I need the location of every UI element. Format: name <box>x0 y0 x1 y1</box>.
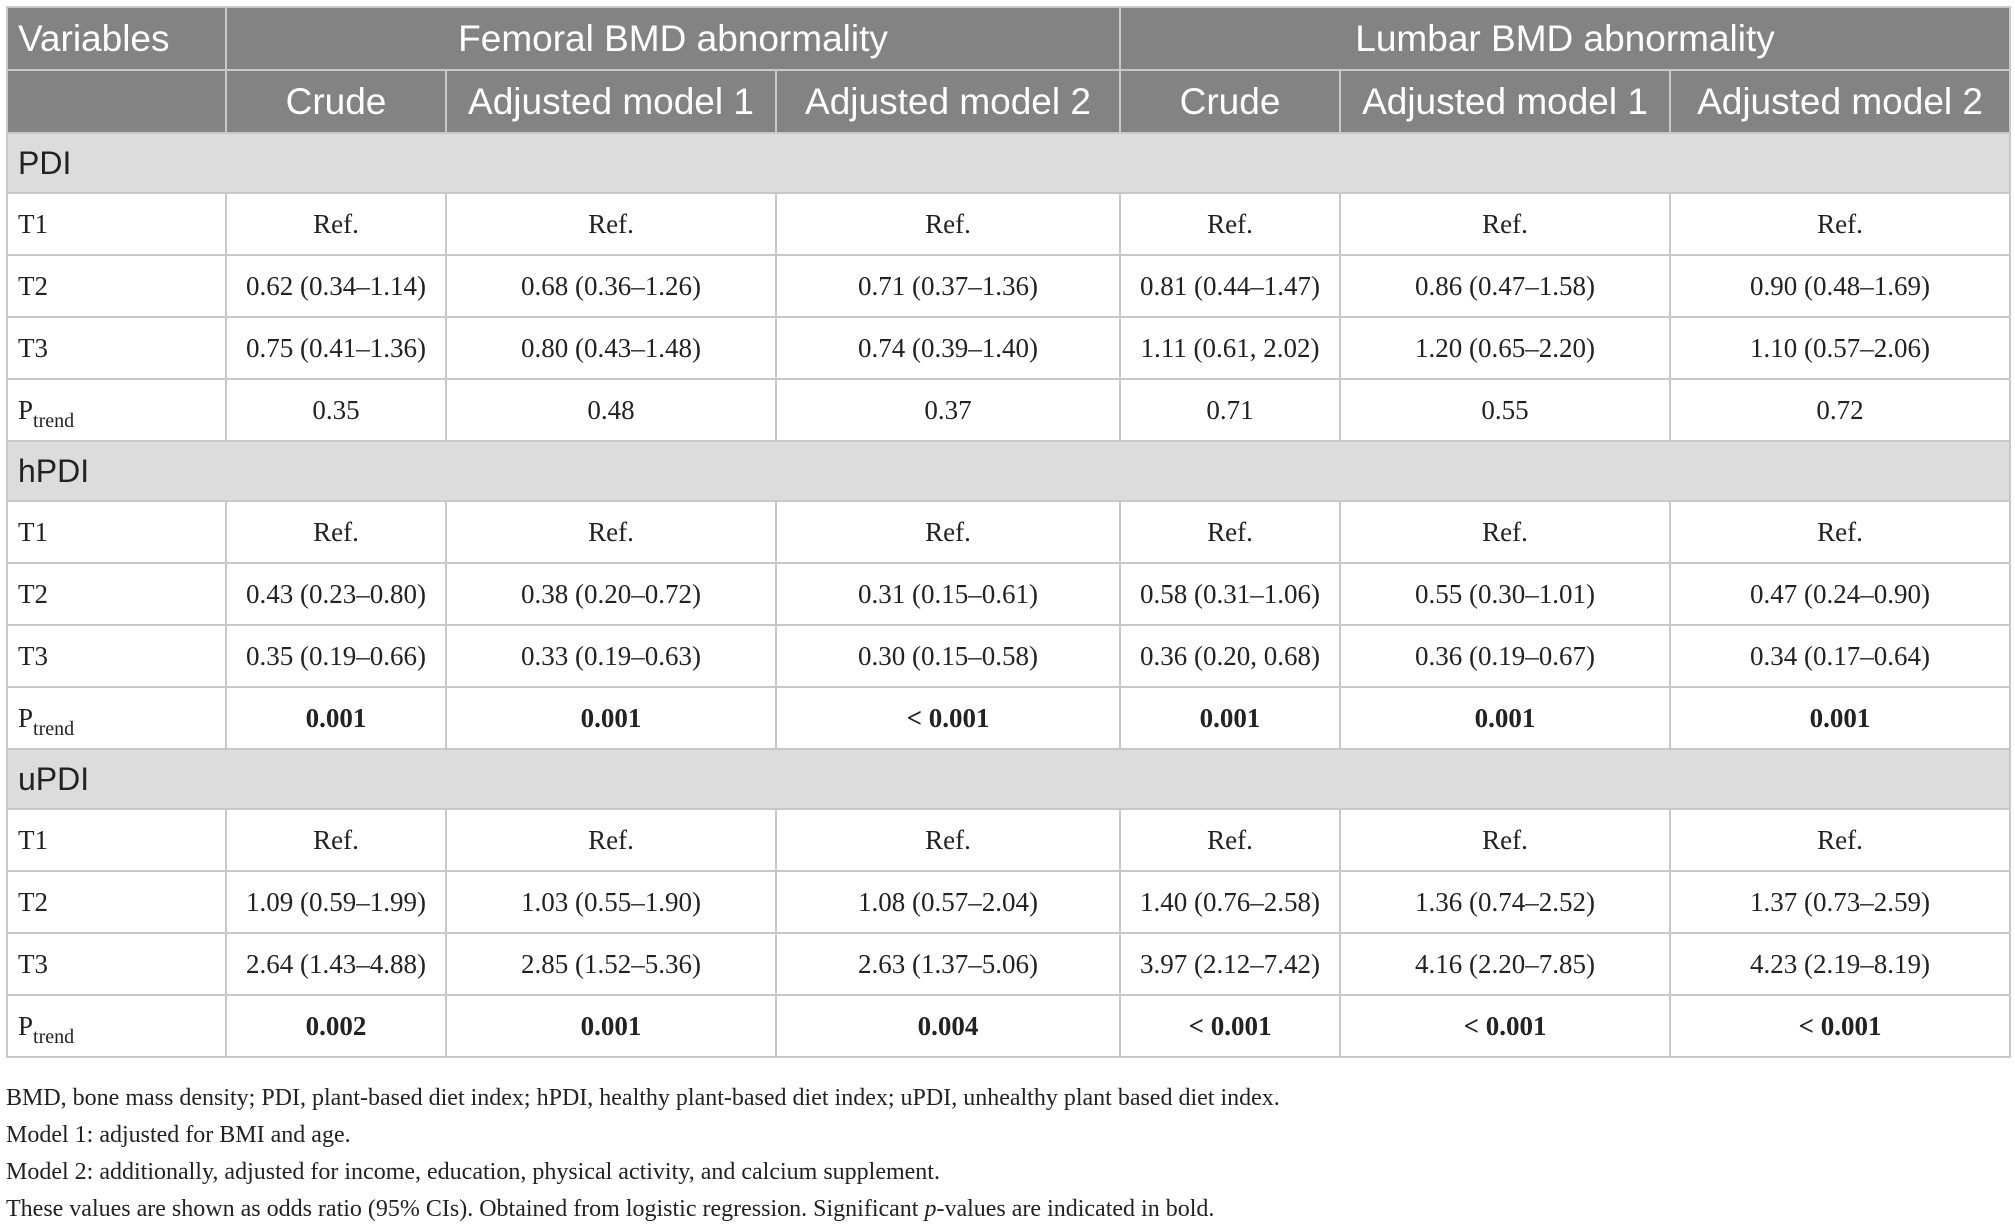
ptrend-label <box>7 379 226 441</box>
table-cell: 4.23 (2.19–8.19) <box>1670 933 2010 995</box>
ptrend-label-sub: trend <box>33 717 75 740</box>
table-cell: Ref. <box>776 501 1120 563</box>
table-cell: 0.001 <box>446 995 776 1057</box>
table-cell: 2.63 (1.37–5.06) <box>776 933 1120 995</box>
table-cell: 0.47 (0.24–0.90) <box>1670 563 2010 625</box>
table-cell: 2.64 (1.43–4.88) <box>226 933 446 995</box>
table-cell: Ref. <box>1670 501 2010 563</box>
table-cell: 0.31 (0.15–0.61) <box>776 563 1120 625</box>
table-cell: 0.001 <box>446 687 776 749</box>
group-row-pdi <box>7 133 2010 193</box>
table-cell: Ref. <box>1340 501 1670 563</box>
table-cell: 0.62 (0.34–1.14) <box>226 255 446 317</box>
footnote-model1: Model 1: adjusted for BMI and age. <box>6 1122 351 1148</box>
table-cell: 1.11 (0.61, 2.02) <box>1120 317 1340 379</box>
header-blank <box>7 70 226 133</box>
footnote-abbreviations: BMD, bone mass density; PDI, plant-based diet index; hPDI, healthy plant-based diet index; uPDI, unhealthy plant based diet index. <box>6 1085 1280 1111</box>
table-cell: 1.03 (0.55–1.90) <box>446 871 776 933</box>
table-cell: 0.35 (0.19–0.66) <box>226 625 446 687</box>
table-cell: 0.81 (0.44–1.47) <box>1120 255 1340 317</box>
header-row-sub <box>7 70 2010 133</box>
table-row <box>7 255 2010 317</box>
ptrend-label <box>7 995 226 1057</box>
header-lumbar-crude: Crude <box>1120 70 1340 133</box>
table-cell: 0.001 <box>1120 687 1340 749</box>
header-femoral-model2: Adjusted model 2 <box>776 70 1120 133</box>
table-cell: < 0.001 <box>1120 995 1340 1057</box>
header-row-top <box>7 7 2010 70</box>
table-row <box>7 563 2010 625</box>
table-cell: 1.10 (0.57–2.06) <box>1670 317 2010 379</box>
table-cell: 3.97 (2.12–7.42) <box>1120 933 1340 995</box>
row-label: T1 <box>7 193 226 255</box>
ptrend-label-main: P <box>18 394 34 425</box>
row-label: T2 <box>7 871 226 933</box>
results-table <box>6 6 2011 1058</box>
table-cell: 0.001 <box>1670 687 2010 749</box>
table-cell: Ref. <box>1120 501 1340 563</box>
table-cell: Ref. <box>226 809 446 871</box>
table-cell: 1.36 (0.74–2.52) <box>1340 871 1670 933</box>
footnote-model2: Model 2: additionally, adjusted for income, education, physical activity, and calcium supplement. <box>6 1159 940 1185</box>
row-label: T2 <box>7 563 226 625</box>
table-cell: 1.09 (0.59–1.99) <box>226 871 446 933</box>
row-label: T1 <box>7 809 226 871</box>
table-cell: Ref. <box>1340 193 1670 255</box>
table-row <box>7 501 2010 563</box>
footnote-values-text-b: -values are indicated in bold. <box>936 1196 1215 1222</box>
header-femoral-crude: Crude <box>226 70 446 133</box>
ptrend-label-sub: trend <box>33 1025 75 1048</box>
table-row <box>7 809 2010 871</box>
group-row-updi <box>7 749 2010 809</box>
footnote-values <box>6 1191 1280 1228</box>
table-footnotes <box>6 1080 1280 1228</box>
group-label: hPDI <box>7 441 2010 501</box>
table-cell: 1.20 (0.65–2.20) <box>1340 317 1670 379</box>
table-cell: 0.004 <box>776 995 1120 1057</box>
table-cell: 1.40 (0.76–2.58) <box>1120 871 1340 933</box>
table-cell: 0.48 <box>446 379 776 441</box>
table-cell: Ref. <box>1120 809 1340 871</box>
table-cell: Ref. <box>1670 809 2010 871</box>
header-variables: Variables <box>7 7 226 70</box>
table-cell: Ref. <box>776 809 1120 871</box>
ptrend-label-main: P <box>18 1010 34 1041</box>
table-cell: 0.71 (0.37–1.36) <box>776 255 1120 317</box>
table-cell: 0.75 (0.41–1.36) <box>226 317 446 379</box>
table-row <box>7 625 2010 687</box>
table-cell: < 0.001 <box>1340 995 1670 1057</box>
table-row <box>7 933 2010 995</box>
group-label: PDI <box>7 133 2010 193</box>
ptrend-label <box>7 687 226 749</box>
table-cell: 0.80 (0.43–1.48) <box>446 317 776 379</box>
table-row <box>7 193 2010 255</box>
table-cell: 0.001 <box>1340 687 1670 749</box>
table-cell: 0.74 (0.39–1.40) <box>776 317 1120 379</box>
table-cell: 0.38 (0.20–0.72) <box>446 563 776 625</box>
table-cell: 0.002 <box>226 995 446 1057</box>
header-lumbar-model1: Adjusted model 1 <box>1340 70 1670 133</box>
table-cell: 0.72 <box>1670 379 2010 441</box>
header-femoral-model1: Adjusted model 1 <box>446 70 776 133</box>
table-cell: 0.58 (0.31–1.06) <box>1120 563 1340 625</box>
table-cell: Ref. <box>776 193 1120 255</box>
table-cell: Ref. <box>226 193 446 255</box>
table-cell: 4.16 (2.20–7.85) <box>1340 933 1670 995</box>
table-cell: 0.68 (0.36–1.26) <box>446 255 776 317</box>
row-label: T1 <box>7 501 226 563</box>
table-cell: 0.37 <box>776 379 1120 441</box>
table-row <box>7 317 2010 379</box>
table-cell: Ref. <box>446 809 776 871</box>
header-femoral: Femoral BMD abnormality <box>226 7 1120 70</box>
table-row <box>7 871 2010 933</box>
row-label: T3 <box>7 317 226 379</box>
table-cell: 0.90 (0.48–1.69) <box>1670 255 2010 317</box>
table-cell: 0.001 <box>226 687 446 749</box>
row-label: T3 <box>7 625 226 687</box>
header-lumbar: Lumbar BMD abnormality <box>1120 7 2010 70</box>
table-cell: 0.86 (0.47–1.58) <box>1340 255 1670 317</box>
table-cell: 1.37 (0.73–2.59) <box>1670 871 2010 933</box>
table-cell: < 0.001 <box>776 687 1120 749</box>
table-cell: Ref. <box>1120 193 1340 255</box>
ptrend-row <box>7 687 2010 749</box>
table-cell: Ref. <box>446 501 776 563</box>
table-cell: 2.85 (1.52–5.36) <box>446 933 776 995</box>
row-label: T2 <box>7 255 226 317</box>
table-cell: 1.08 (0.57–2.04) <box>776 871 1120 933</box>
table-cell: 0.34 (0.17–0.64) <box>1670 625 2010 687</box>
table-cell: Ref. <box>1340 809 1670 871</box>
group-label: uPDI <box>7 749 2010 809</box>
ptrend-label-main: P <box>18 702 34 733</box>
row-label: T3 <box>7 933 226 995</box>
table-cell: 0.71 <box>1120 379 1340 441</box>
ptrend-row <box>7 379 2010 441</box>
table-cell: 0.35 <box>226 379 446 441</box>
table-cell: 0.33 (0.19–0.63) <box>446 625 776 687</box>
ptrend-label-sub: trend <box>33 409 75 432</box>
table-cell: 0.55 (0.30–1.01) <box>1340 563 1670 625</box>
table-cell: Ref. <box>226 501 446 563</box>
header-lumbar-model2: Adjusted model 2 <box>1670 70 2010 133</box>
table-cell: 0.55 <box>1340 379 1670 441</box>
table-cell: 0.36 (0.20, 0.68) <box>1120 625 1340 687</box>
table-cell: 0.36 (0.19–0.67) <box>1340 625 1670 687</box>
results-table-container <box>6 6 2009 1058</box>
footnote-values-p: p <box>924 1196 937 1222</box>
ptrend-row <box>7 995 2010 1057</box>
table-cell: Ref. <box>1670 193 2010 255</box>
footnote-values-text-a: These values are shown as odds ratio (95% CIs). Obtained from logistic regression. Significant <box>6 1196 925 1222</box>
table-cell: < 0.001 <box>1670 995 2010 1057</box>
table-cell: 0.30 (0.15–0.58) <box>776 625 1120 687</box>
group-row-hpdi <box>7 441 2010 501</box>
table-cell: 0.43 (0.23–0.80) <box>226 563 446 625</box>
table-cell: Ref. <box>446 193 776 255</box>
